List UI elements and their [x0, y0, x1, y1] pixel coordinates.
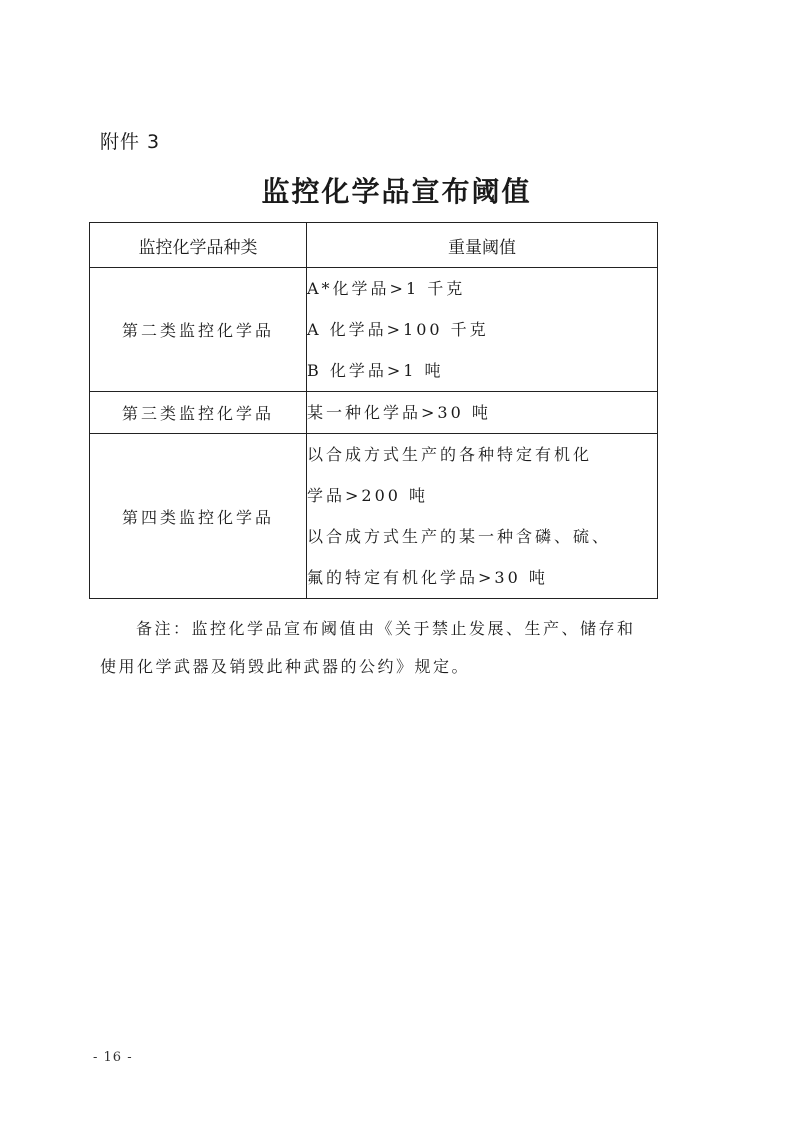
threshold-line: 以合成方式生产的各种特定有机化	[307, 445, 593, 464]
header-category: 监控化学品种类	[90, 223, 307, 268]
category-cell: 第三类监控化学品	[90, 392, 307, 434]
header-threshold: 重量阈值	[307, 223, 658, 268]
threshold-line: 以合成方式生产的某一种含磷、硫、	[307, 527, 612, 546]
threshold-line: 氟的特定有机化学品>30 吨	[307, 568, 548, 587]
attachment-label: 附件 3	[100, 131, 161, 153]
threshold-cell	[307, 268, 658, 392]
table-row	[90, 434, 658, 599]
threshold-line: B 化学品>1 吨	[307, 361, 444, 380]
threshold-line: 某一种化学品>30 吨	[307, 403, 491, 422]
threshold-line: A 化学品>100 千克	[307, 320, 489, 339]
category-cell: 第二类监控化学品	[90, 268, 307, 392]
threshold-cell	[307, 392, 658, 434]
page-number: - 16 -	[93, 1050, 133, 1065]
document-title: 监控化学品宣布阈值	[261, 175, 532, 208]
threshold-table	[89, 222, 658, 599]
remarks-line-1: 备注：监控化学品宣布阈值由《关于禁止发展、生产、储存和	[136, 619, 636, 638]
table-row	[90, 268, 658, 392]
threshold-line: A*化学品>1 千克	[307, 279, 466, 298]
category-cell: 第四类监控化学品	[90, 434, 307, 599]
table-header-row	[90, 223, 658, 268]
threshold-cell	[307, 434, 658, 599]
threshold-line: 学品>200 吨	[307, 486, 429, 505]
table-row	[90, 392, 658, 434]
remarks-note	[100, 610, 700, 686]
remarks-line-2: 使用化学武器及销毁此种武器的公约》规定。	[100, 657, 471, 676]
